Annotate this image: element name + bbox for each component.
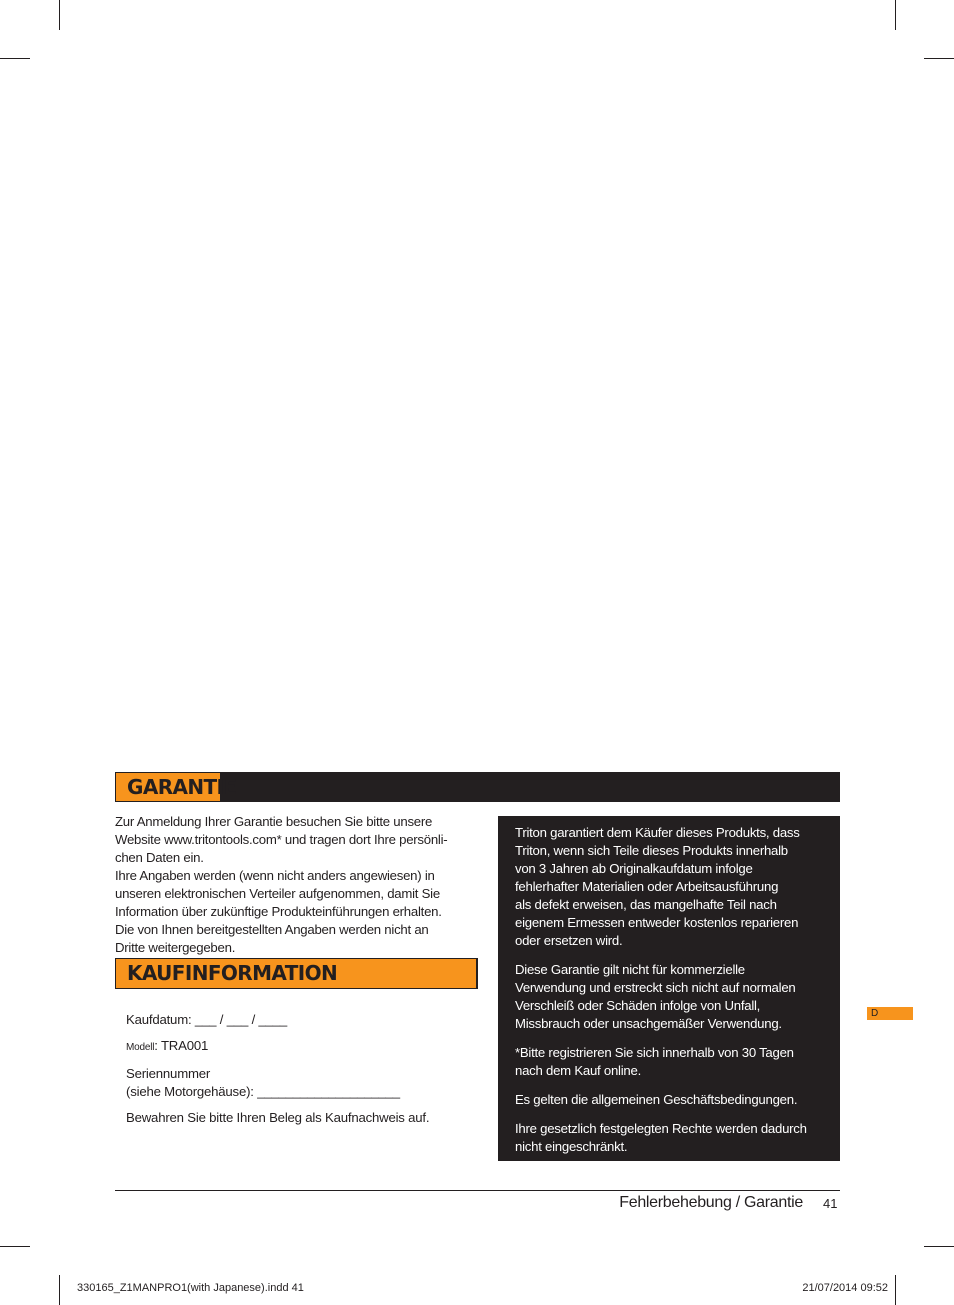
intro-line: Ihre Angaben werden (wenn nicht anders angewiesen) in	[115, 868, 435, 883]
warranty-paragraph	[515, 961, 828, 1033]
kaufinformation-heading: KAUFINFORMATION	[116, 959, 476, 988]
slug-filename: 330165_Z1MANPRO1(with Japanese).indd 41	[77, 1282, 304, 1294]
warranty-paragraph	[515, 1091, 828, 1109]
kaufinformation-header-band	[115, 958, 478, 989]
warranty-paragraph	[515, 1120, 828, 1156]
garantie-header-band	[115, 772, 840, 802]
intro-line: unseren elektronischen Verteiler aufgenommen, damit Sie	[115, 886, 440, 901]
crop-mark	[59, 0, 60, 30]
footer-section-title: Fehlerbehebung / Garantie	[619, 1194, 803, 1211]
crop-mark	[0, 1246, 30, 1247]
beleg-note: Bewahren Sie bitte Ihren Beleg als Kaufnachweis auf.	[126, 1110, 430, 1125]
warranty-line: fehlerhafter Materialien oder Arbeitsausführung	[515, 879, 779, 894]
page-number: 41	[823, 1196, 838, 1211]
intro-line: Zur Anmeldung Ihrer Garantie besuchen Sie bitte unsere	[115, 814, 433, 829]
warranty-line: von 3 Jahren ab Originalkaufdatum infolge	[515, 861, 753, 876]
warranty-line: Diese Garantie gilt nicht für kommerzielle	[515, 962, 745, 977]
warranty-line: *Bitte registrieren Sie sich innerhalb von 30 Tagen	[515, 1045, 794, 1060]
warranty-line: oder ersetzen wird.	[515, 933, 623, 948]
footer-rule	[115, 1190, 840, 1191]
crop-mark	[59, 1275, 60, 1305]
warranty-line: Missbrauch oder unsachgemäßer Verwendung.	[515, 1016, 782, 1031]
warranty-line: eigenem Ermessen entweder kostenlos reparieren	[515, 915, 799, 930]
crop-mark	[924, 58, 954, 59]
modell-value: : TRA001	[154, 1038, 209, 1053]
garantie-heading: GARANTIE	[116, 773, 220, 801]
intro-line: Information über zukünftige Produkteinführungen erhalten.	[115, 904, 442, 919]
crop-mark	[0, 58, 30, 59]
crop-mark	[895, 0, 896, 30]
crop-mark	[895, 1275, 896, 1305]
garantie-intro	[115, 813, 477, 957]
warranty-line: als defekt erweisen, das mangelhafte Teil nach	[515, 897, 777, 912]
warranty-terms-box	[498, 816, 840, 1161]
warranty-paragraph	[515, 1044, 828, 1080]
intro-line: Website www.tritontools.com* und tragen dort Ihre persönli-	[115, 832, 448, 847]
modell-field	[126, 1037, 476, 1057]
modell-label: Modell	[126, 1042, 155, 1053]
intro-line: Die von Ihnen bereitgestellten Angaben werden nicht an	[115, 922, 429, 937]
warranty-line: Triton garantiert dem Käufer dieses Produkts, dass	[515, 825, 800, 840]
warranty-line: Verschleiß oder Schäden infolge von Unfall,	[515, 998, 761, 1013]
warranty-line: Triton, wenn sich Teile dieses Produkts innerhalb	[515, 843, 788, 858]
kaufdatum-field: Kaufdatum: ___ / ___ / ____	[126, 1012, 288, 1027]
warranty-line: nach dem Kauf online.	[515, 1063, 641, 1078]
warranty-paragraph	[515, 824, 828, 950]
seriennummer-field: (siehe Motorgehäuse): ____________________	[126, 1084, 400, 1099]
slug-datetime: 21/07/2014 09:52	[802, 1282, 888, 1294]
language-tab: D	[867, 1007, 913, 1020]
intro-line: chen Daten ein.	[115, 850, 204, 865]
intro-line: Dritte weitergegeben.	[115, 940, 236, 955]
seriennummer-label: Seriennummer	[126, 1066, 211, 1081]
kaufinformation-fields	[126, 1011, 476, 1127]
crop-mark	[924, 1246, 954, 1247]
warranty-line: Verwendung und erstreckt sich nicht auf normalen	[515, 980, 796, 995]
warranty-line: nicht eingeschränkt.	[515, 1139, 628, 1154]
warranty-line: Ihre gesetzlich festgelegten Rechte werden dadurch	[515, 1121, 807, 1136]
warranty-line: Es gelten die allgemeinen Geschäftsbedingungen.	[515, 1092, 798, 1107]
